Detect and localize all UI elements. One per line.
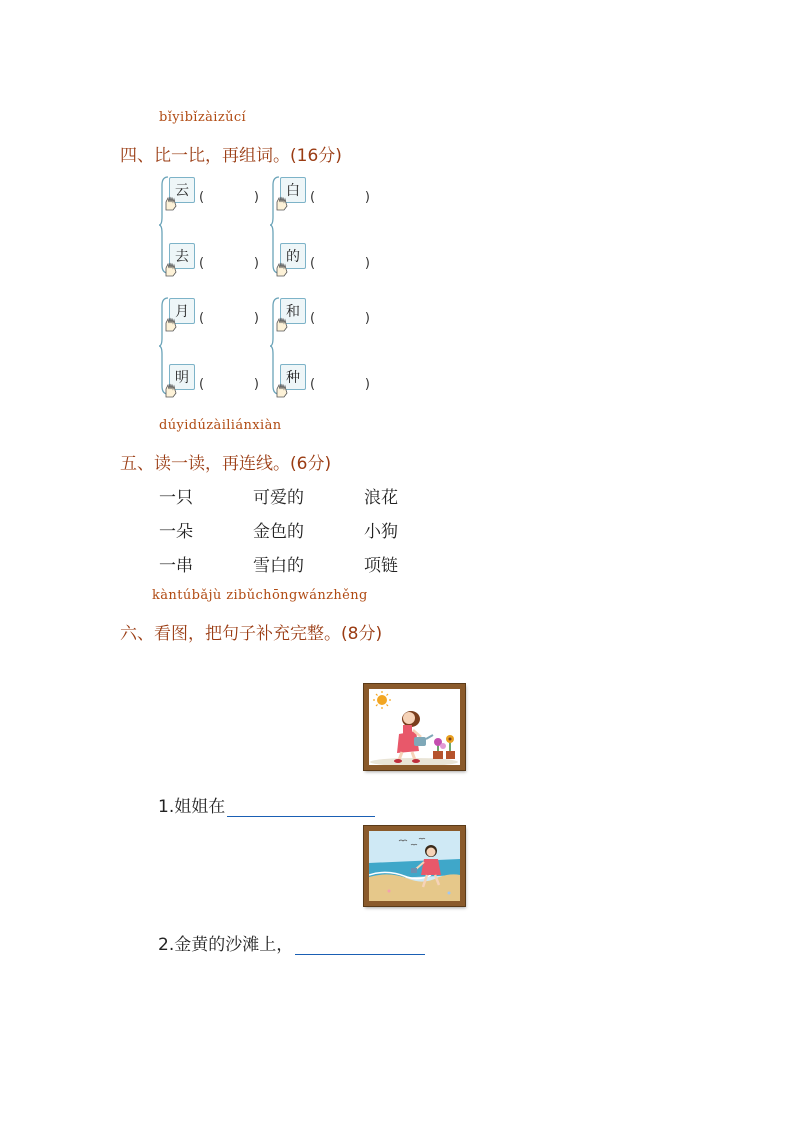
char-card-top: 月 <box>169 298 195 324</box>
compare-pair-3 <box>159 296 259 406</box>
hand-icon <box>163 382 179 398</box>
answer-parens-bottom[interactable]: ( ) <box>310 256 370 271</box>
sentence-1-blank[interactable] <box>227 798 375 817</box>
section4-heading: 四、比一比，再组词。(16分) <box>120 146 342 166</box>
char-card-bottom: 明 <box>169 364 195 390</box>
hand-icon <box>274 316 290 332</box>
char-card-bottom: 去 <box>169 243 195 269</box>
compare-pair-4 <box>270 296 370 406</box>
answer-parens-bottom[interactable]: ( ) <box>199 256 259 271</box>
hand-icon <box>163 316 179 332</box>
sentence-2 <box>158 930 425 955</box>
brace-icon <box>159 175 169 275</box>
brace-icon <box>159 296 169 396</box>
answer-parens-bottom[interactable]: ( ) <box>310 377 370 392</box>
answer-parens-top[interactable]: ( ) <box>310 311 370 326</box>
sentence-2-text: 2.金黄的沙滩上， <box>158 935 294 955</box>
hand-icon <box>274 195 290 211</box>
girl-on-beach-illustration <box>369 831 460 901</box>
sentence-1-text: 1.姐姐在 <box>158 797 226 817</box>
sentence-1 <box>158 792 375 817</box>
section5-heading: 五、读一读，再连线。(6分) <box>120 454 332 474</box>
section4-pinyin: bǐyibǐzàizǔcí <box>159 110 247 125</box>
match-word-col3[interactable]: 小狗 <box>364 522 398 542</box>
compare-pair-1 <box>159 175 259 285</box>
section6-pinyin: kàntúbǎjù zibǔchōngwánzhěng <box>152 588 368 603</box>
compare-pair-2 <box>270 175 370 285</box>
answer-parens-bottom[interactable]: ( ) <box>199 377 259 392</box>
section5-pinyin: dúyidúzàiliánxiàn <box>159 418 282 433</box>
char-card-top: 白 <box>280 177 306 203</box>
section6-heading: 六、看图，把句子补充完整。(8分) <box>120 624 383 644</box>
char-card-top: 和 <box>280 298 306 324</box>
brace-icon <box>270 296 280 396</box>
answer-parens-top[interactable]: ( ) <box>199 190 259 205</box>
match-word-col3[interactable]: 浪花 <box>364 488 398 508</box>
girl-watering-flowers-illustration <box>369 689 460 765</box>
match-word-col1[interactable]: 一串 <box>159 556 193 576</box>
char-card-top: 云 <box>169 177 195 203</box>
match-word-col2[interactable]: 雪白的 <box>253 556 304 576</box>
picture-girl-on-beach <box>364 826 465 906</box>
match-word-col2[interactable]: 可爱的 <box>253 488 304 508</box>
match-word-col2[interactable]: 金色的 <box>253 522 304 542</box>
hand-icon <box>274 382 290 398</box>
brace-icon <box>270 175 280 275</box>
hand-icon <box>163 195 179 211</box>
hand-icon <box>163 261 179 277</box>
sentence-2-blank[interactable] <box>295 936 425 955</box>
match-word-col3[interactable]: 项链 <box>364 556 398 576</box>
answer-parens-top[interactable]: ( ) <box>199 311 259 326</box>
match-word-col1[interactable]: 一朵 <box>159 522 193 542</box>
match-word-col1[interactable]: 一只 <box>159 488 193 508</box>
hand-icon <box>274 261 290 277</box>
answer-parens-top[interactable]: ( ) <box>310 190 370 205</box>
char-card-bottom: 种 <box>280 364 306 390</box>
picture-girl-watering-flowers <box>364 684 465 770</box>
char-card-bottom: 的 <box>280 243 306 269</box>
